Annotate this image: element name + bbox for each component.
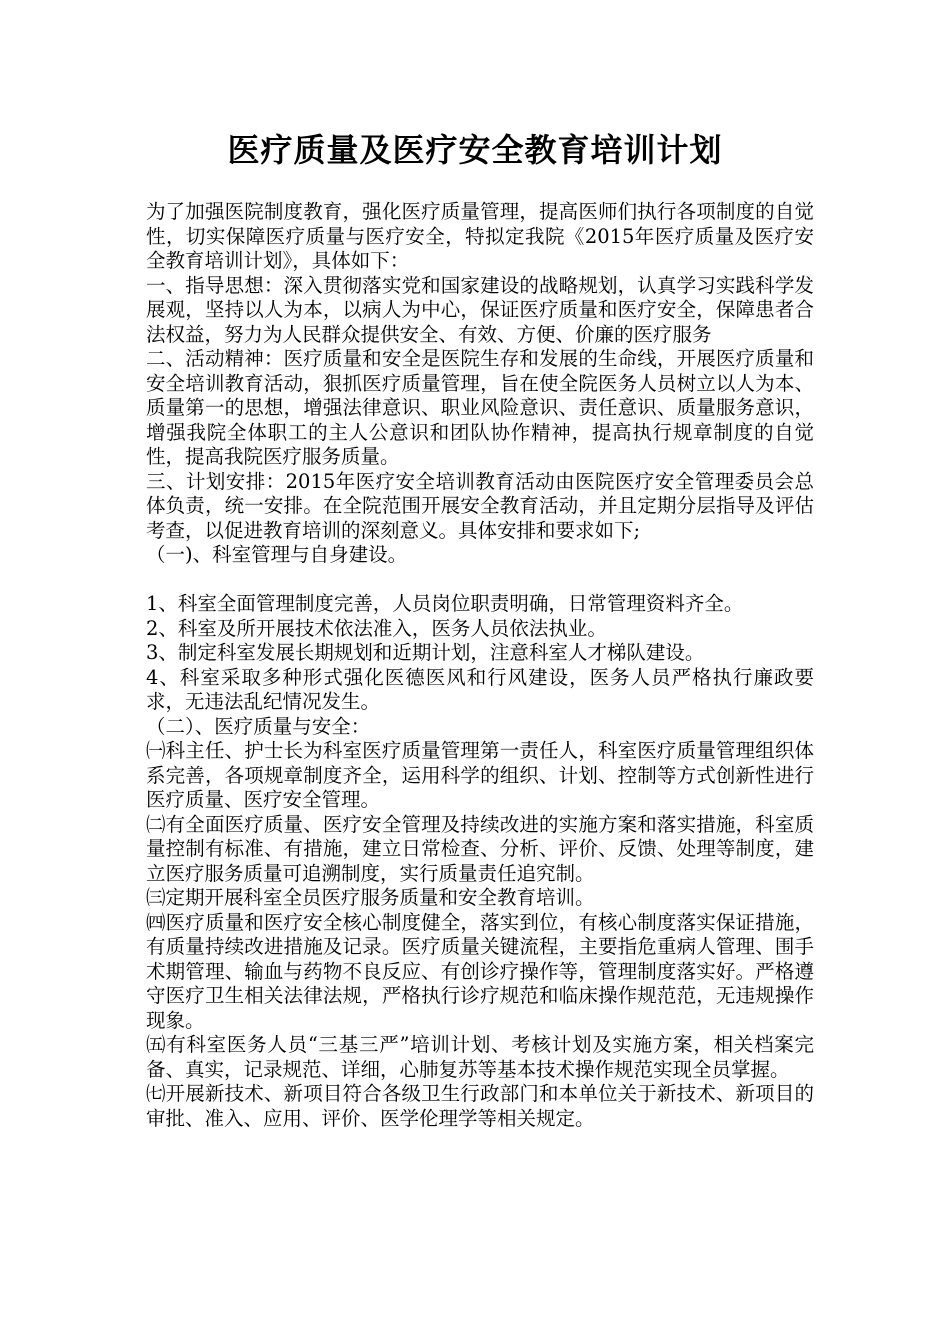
quality-item-1: ㈠科主任、护士长为科室医疗质量管理第一责任人，科室医疗质量管理组织体系完善，各项规章制度齐全，运用科学的组织、计划、控制等方式创新性进行医疗质量、医疗安全管理。 — [146, 739, 814, 811]
quality-item-3: ㈢定期开展科室全员医疗服务质量和安全教育培训。 — [146, 886, 595, 909]
list-item-4: 4、科室采取多种形式强化医德医风和行风建设，医务人员严格执行廉政要求，无违法乱纪情况发生。 — [146, 665, 814, 713]
section-plan-arrangement: 三、计划安排：2015年医疗安全培训教育活动由医院医疗安全管理委员会总体负责，统一安排。在全院范围开展安全教育活动，并且定期分层指导及评估考查，以促进教育培训的深刻意义。具体安排和要求如下; — [146, 469, 814, 542]
list-item-3: 3、制定科室发展长期规划和近期计划，注意科室人才梯队建设。 — [146, 641, 705, 664]
quality-item-7: ㈦开展新技术、新项目符合各级卫生行政部门和本单位关于新技术、新项目的审批、准入、应用、评价、医学伦理学等相关规定。 — [146, 1082, 814, 1130]
subsection-2-heading: （二）、医疗质量与安全： — [146, 714, 371, 738]
intro-paragraph: 为了加强医院制度教育，强化医疗质量管理，提高医师们执行各项制度的自觉性，切实保障医疗质量与医疗安全，特拟定我院《2015年医疗质量及医疗安全教育培训计划》，具体如下： — [146, 200, 814, 272]
list-item-2: 2、科室及所开展技术依法准入，医务人员依法执业。 — [146, 616, 607, 640]
quality-item-2: ㈡有全面医疗质量、医疗安全管理及持续改进的实施方案和落实措施，科室质量控制有标准、有措施，建立日常检查、分析、评价、反馈、处理等制度，建立医疗服务质量可追溯制度，实行质量责任追究制。 — [146, 812, 814, 885]
quality-item-4: ㈣医疗质量和医疗安全核心制度健全，落实到位，有核心制度落实保证措施，有质量持续改进措施及记录。医疗质量关键流程，主要指危重病人管理、围手术期管理、输血与药物不良反应、有创诊疗操作等，管理制度落实好。严格遵守医疗卫生相关法律法规，严格执行诊疗规范和临床操作规范范，无违规操作现象。 — [146, 910, 814, 1032]
subsection-1-heading: （一)、科室管理与自身建设。 — [146, 543, 408, 566]
section-activity-spirit: 二、活动精神：医疗质量和安全是医院生存和发展的生命线，开展医疗质量和安全培训教育活动，狠抓医疗质量管理，旨在使全院医务人员树立以人为本、质量第一的思想，增强法律意识、职业风险意识、责任意识、质量服务意识，增强我院全体职工的主人公意识和团队协作精神，提高执行规章制度的自觉性，提高我院医疗服务质量。 — [146, 347, 814, 468]
blank-line — [146, 568, 814, 593]
section-guiding-ideology: 一、指导思想：深入贯彻落实党和国家建设的战略规划，认真学习实践科学发展观，坚持以人为本，以病人为中心，保证医疗质量和医疗安全，保障患者合法权益，努力为人民群众提供安全、有效、方便、价廉的医疗服务 — [146, 273, 814, 346]
document-body — [146, 200, 814, 1131]
quality-item-5: ㈤有科室医务人员“三基三严”培训计划、考核计划及实施方案，相关档案完备、真实，记录规范、详细，心肺复苏等基本技术操作规范实现全员掌握。 — [146, 1033, 814, 1081]
document-title: 医疗质量及医疗安全教育培训计划 — [227, 131, 723, 169]
list-item-1: 1、科室全面管理制度完善，人员岗位职责明确，日常管理资料齐全。 — [146, 592, 744, 615]
